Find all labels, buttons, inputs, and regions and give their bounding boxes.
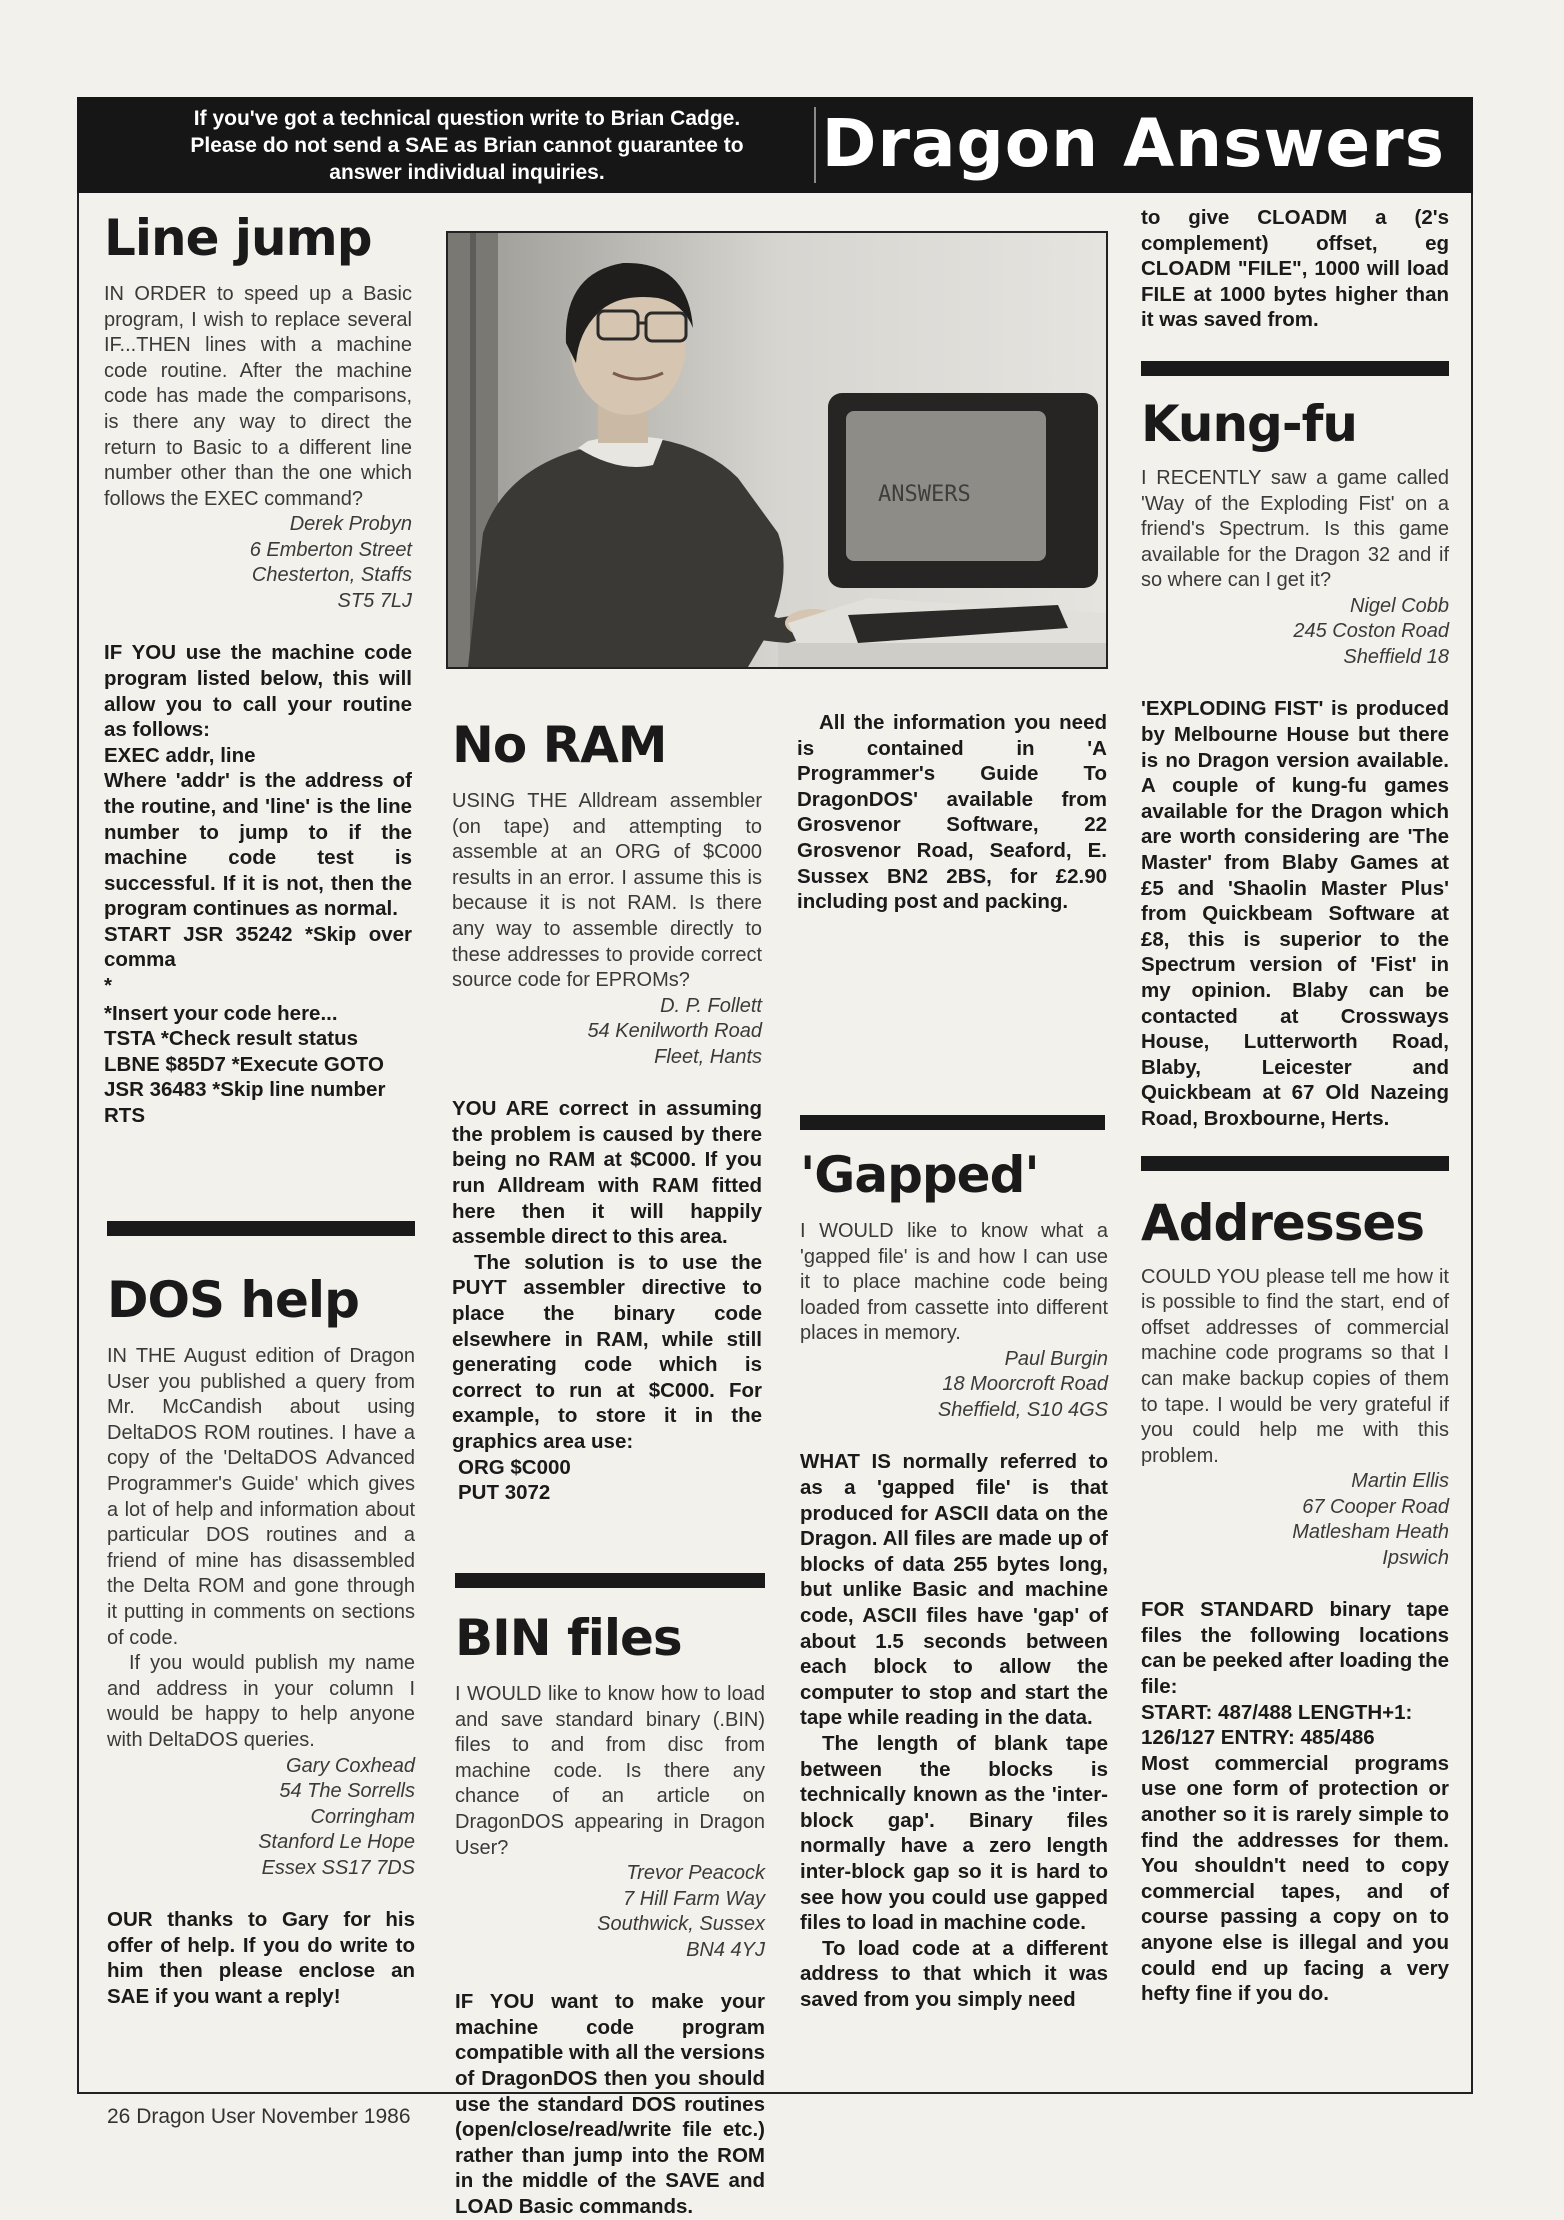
question-text: I WOULD like to know how to load and save standard binary (.BIN) files to and from disc from machine code. Is there any chance of an article on DragonDOS appearing in Dragon User? — [455, 1683, 765, 1859]
heading-line-jump: Line jump — [104, 209, 372, 267]
question-text: I WOULD like to know what a 'gapped file' is and how I can use it to place machine code being loaded from cassette into different places in memory. — [800, 1220, 1108, 1345]
question-text: IN ORDER to speed up a Basic program, I wish to replace several IF...THEN lines with a machine code routine. After the machine code has made the comparisons, is there any way to direct the return to Basic to a different line number other than the one which follows the EXEC command? — [104, 283, 412, 510]
page-footer: 26 Dragon User November 1986 — [107, 2105, 411, 2128]
header-note: If you've got a technical question write to Brian Cadge. Please do not send a SAE as Brian cannot guarantee to answer individual inquiries. — [190, 107, 744, 184]
photo-man-with-computer — [446, 231, 1108, 669]
page-title: Dragon Answers — [821, 105, 1445, 182]
column-3-lower — [800, 1145, 1108, 2013]
answer-text: YOU ARE correct in assuming the problem is caused by there being no RAM at $C000. If you run Alldream with RAM fitted here then it will happily assemble direct to this area. The solution is to use the PUYT assembler directive to place the binary code elsewhere in RAM, while still generating code which is correct to run at $C000. For example, to store it in the graphics area use: ORG $C000 PUT 3072 — [452, 1097, 762, 1505]
bottom-rule — [77, 2092, 1473, 2094]
photo-illustration — [448, 233, 1106, 667]
signature: Paul Burgin 18 Moorcroft Road Sheffield, S10 4GS — [937, 1347, 1108, 1421]
signature: Derek Probyn 6 Emberton Street Chesterton, Staffs ST5 7LJ — [249, 513, 412, 612]
section-divider — [1141, 1156, 1449, 1171]
answer-text: FOR STANDARD binary tape files the following locations can be peeked after loading the file: START: 487/488 LENGTH+1: 126/127 ENTRY: 485/486 Most commercial programs use one form of protection or another so it is rarely simple to find the addresses for them. You shouldn't need to copy commercial tapes, and of course passing a copy on to anyone else is illegal and you could end up facing a very hefty fine if you do. — [1141, 1598, 1449, 2006]
answer-text: OUR thanks to Gary for his offer of help. If you do write to him then please enclose an SAE if you want a reply! — [107, 1908, 415, 2008]
answer-text: IF YOU use the machine code program listed below, this will allow you to call your routine as follows: EXEC addr, line Where 'addr' is the address of the routine, and 'line' is the line number to jump to if the machine code test is successful. If it is not, then the program continues as normal. START JSR 35242 *Skip over comma * *Insert your code here... TSTA *Check result status LBNE $85D7 *Execute GOTO JSR 36483 *Skip line number RTS — [104, 641, 412, 1128]
signature: Trevor Peacock 7 Hill Farm Way Southwick, Sussex BN4 4YJ — [597, 1862, 765, 1961]
column-1 — [104, 208, 412, 1129]
header-bar — [77, 97, 1473, 193]
question-text: IN THE August edition of Dragon User you published a query from Mr. McCandish about using DeltaDOS ROM routines. I have a copy of the 'DeltaDOS Advanced Programmer's Guide' which gives a lot of help and information about particular DOS routines and a friend of mine has disassembled the Delta ROM and gone through it putting in comments on sections of code. — [107, 1345, 415, 1649]
column-4 — [1141, 205, 1449, 2007]
answer-text: IF YOU want to make your machine code program compatible with all the versions of DragonDOS then you should use the standard DOS routines (open/close/read/write file etc.) rather than jump into the ROM in the middle of the SAVE and LOAD Basic commands. — [455, 1990, 765, 2218]
signature: Gary Coxhead 54 The Sorrells Corringham Stanford Le Hope Essex SS17 7DS — [258, 1754, 415, 1879]
section-divider — [800, 1115, 1105, 1130]
heading-addresses: Addresses — [1141, 1193, 1425, 1252]
signature: Martin Ellis 67 Cooper Road Matlesham Heath Ipswich — [1292, 1470, 1449, 1569]
section-divider — [1141, 361, 1449, 376]
section-divider — [107, 1221, 415, 1236]
question-text: USING THE Alldream assembler (on tape) and attempting to assemble at an ORG of $C000 results in an error. I assume this is because it is not RAM. Is there any way to assemble directly to these addresses to provide correct source code for EPROMs? — [452, 790, 762, 992]
column-2 — [452, 715, 762, 1506]
column-1-lower — [107, 1270, 415, 2009]
column-rule-left — [77, 193, 79, 2093]
answer-text: 'EXPLODING FIST' is produced by Melbourne House but there is no Dragon version available. A couple of kung-fu games available for the Dragon which are worth considering are 'The Master' from Blaby Games at £5 and 'Shaolin Master Plus' from Quickbeam Software at £8, this is superior to the Spectrum version of 'Fist' in my opinion. Blaby can be contacted at Crossways House, Lutterworth Road, Blaby, Leicester and Quickbeam at 67 Old Nazeing Road, Broxbourne, Herts. — [1141, 697, 1449, 1130]
question-text: I RECENTLY saw a game called 'Way of the Exploding Fist' on a friend's Spectrum. Is this game available for the Dragon 32 and if so where can I get it? — [1141, 466, 1449, 592]
heading-bin-files: BIN files — [455, 1609, 682, 1667]
heading-gapped: 'Gapped' — [800, 1146, 1039, 1204]
column-rule-right — [1471, 193, 1473, 2093]
heading-dos-help: DOS help — [107, 1271, 359, 1329]
signature: D. P. Follett 54 Kenilworth Road Fleet, Hants — [587, 994, 762, 1068]
heading-kung-fu: Kung-fu — [1141, 394, 1357, 453]
column-2-lower — [455, 1608, 765, 2220]
column-3-top: All the information you need is contained in 'A Programmer's Guide To DragonDOS' available from Grosvenor Software, 22 Grosvenor Road, Seaford, E. Sussex BN2 2BS, for £2.90 including post and packing. — [797, 710, 1107, 1100]
heading-no-ram: No RAM — [452, 716, 667, 774]
answer-text: WHAT IS normally referred to as a 'gapped file' is that produced for ASCII data on the Dragon. All files are made up of blocks of data 255 bytes long, but unlike Basic and machine code, ASCII files have 'gap' of about 1.5 seconds between each block to allow the computer to stop and start the tape while reading in the data. The length of blank tape between the blocks is technically known as the 'inter-block gap'. Binary files normally have a zero length inter-block gap so it is hard to see how you could use gapped files to load in machine code. To load code at a different address to that which it was saved from you simply need — [800, 1450, 1108, 2011]
section-divider — [455, 1573, 765, 1588]
signature: Nigel Cobb 245 Coston Road Sheffield 18 — [1293, 594, 1449, 668]
question-text-2: If you would publish my name and address in your column I would be happy to help anyone with DeltaDOS queries. — [107, 1652, 415, 1751]
question-text: COULD YOU please tell me how it is possible to find the start, end of offset addresses of commercial machine code programs so that I can make backup copies of them to tape. I would be very grateful if you could help me with this problem. — [1141, 1265, 1449, 1467]
header-divider — [814, 107, 816, 183]
screen-text: ANSWERS — [878, 482, 971, 507]
answer-text-continued: to give CLOADM a (2's complement) offset, eg CLOADM "FILE", 1000 will load FILE at 1000 bytes higher than it was saved from. — [1141, 206, 1449, 332]
